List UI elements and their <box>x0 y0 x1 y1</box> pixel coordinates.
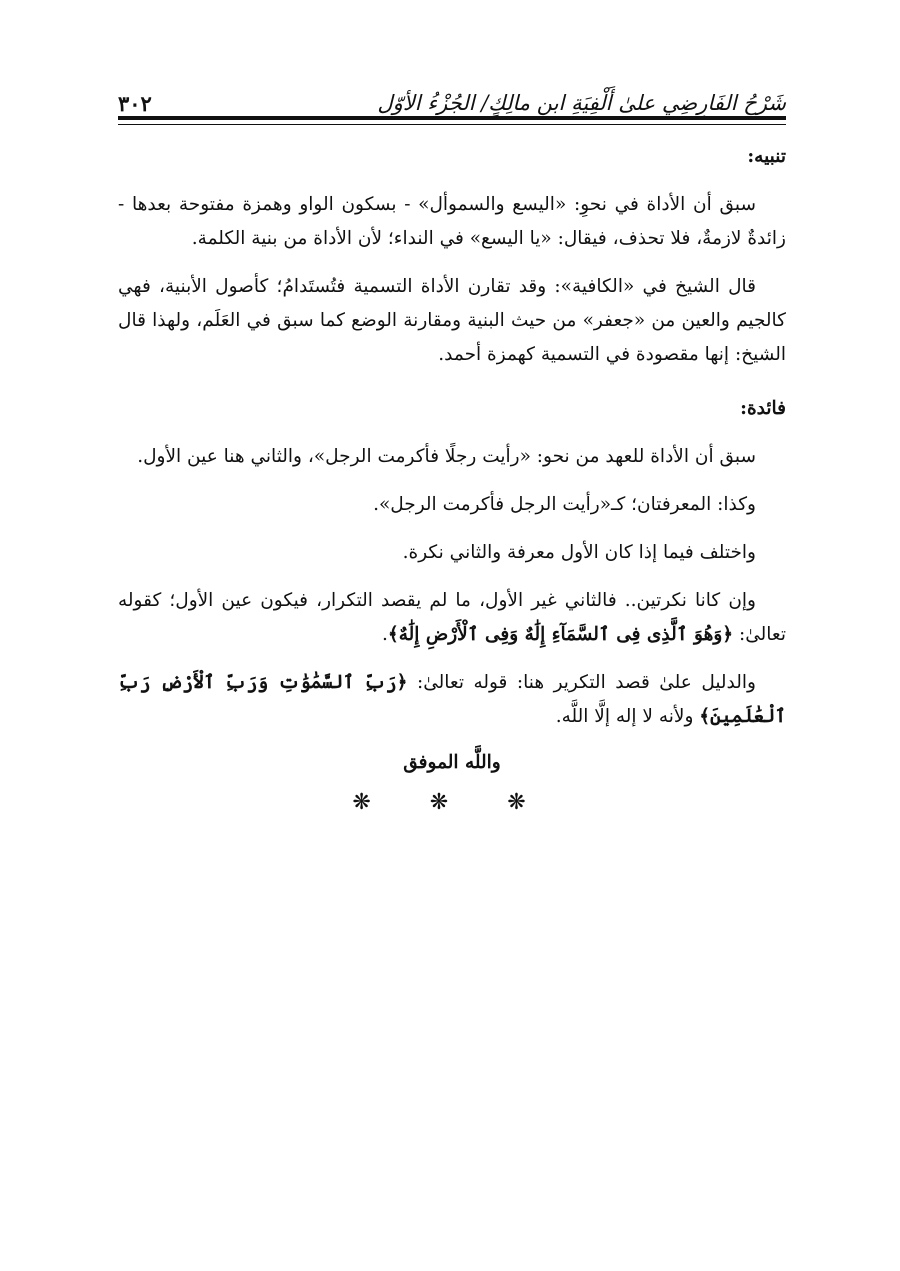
paragraph-end: . <box>381 624 388 645</box>
faida-heading: فائدة: <box>740 398 786 419</box>
closing-phrase: واللَّه الموفق <box>403 752 501 773</box>
faida-paragraph-1: سبق أن الأداة للعهد من نحو: «رأيت رجلًا فأكرمت الرجل»، والثاني هنا عين الأول. <box>137 446 756 467</box>
faida-paragraph-3: واختلف فيما إذا كان الأول معرفة والثاني نكرة. <box>402 542 756 563</box>
page-body <box>118 140 786 820</box>
paragraph-text: والدليل علىٰ قصد التكرير هنا: قوله تعالىٰ: <box>407 672 756 693</box>
faida-paragraph-5 <box>118 666 786 734</box>
quran-verse: ﴿رَبِّ ٱلسَّمَٰوَٰتِ وَرَبِّ ٱلْأَرْضِ رَبِّ ٱلْعَٰلَمِينَ﴾ <box>118 672 786 727</box>
running-title: شَرْحُ الفَارِضِي علىٰ أَلْفِيَةِ ابنِ مالِكٍ/ الجُزْءُ الأوّل <box>377 91 786 115</box>
paragraph-end: ولأنه لا إله إلَّا اللَّه. <box>555 706 700 727</box>
section-divider-stars: ❋ ❋ ❋ <box>352 790 552 815</box>
quran-verse: ﴿وَهُوَ ٱلَّذِى فِى ٱلسَّمَآءِ إِلَٰهٌ وَفِى ٱلْأَرْضِ إِلَٰهٌ﴾ <box>387 624 734 645</box>
faida-paragraph-4 <box>118 584 786 652</box>
header-rule-thin <box>118 124 786 125</box>
faida-paragraph-2: وكذا: المعرفتان؛ كـ«رأيت الرجل فأكرمت الرجل». <box>373 494 756 515</box>
tanbih-paragraph-2: قال الشيخ في «الكافية»: وقد تقارن الأداة التسمية فتُستَدامُ؛ كأصول الأبنية، فهي كالجيم والعين من «جعفر» من حيث البنية ومقارنة الوضع كما سبق في العَلَم، ولهذا قال الشيخ: إنها مقصودة في التسمية كهمزة أحمد. <box>118 276 786 365</box>
page-number: ٣٠٢ <box>118 91 152 116</box>
tanbih-paragraph-1: سبق أن الأداة في نحوِ: «اليسع والسموأل» - بسكون الواو وهمزة مفتوحة بعدها - زائدةٌ لازمةٌ، فلا تحذف، فيقال: «يا اليسع» في النداء؛ لأن الأداة من بنية الكلمة. <box>118 194 786 249</box>
page-header <box>118 70 786 114</box>
paragraph-text: وإن كانا نكرتين.. فالثاني غير الأول، ما لم يقصد التكرار، فيكون عين الأول؛ كقوله تعالىٰ: <box>118 590 786 645</box>
tanbih-heading: تنبيه: <box>747 146 786 167</box>
header-rule-thick <box>118 116 786 120</box>
